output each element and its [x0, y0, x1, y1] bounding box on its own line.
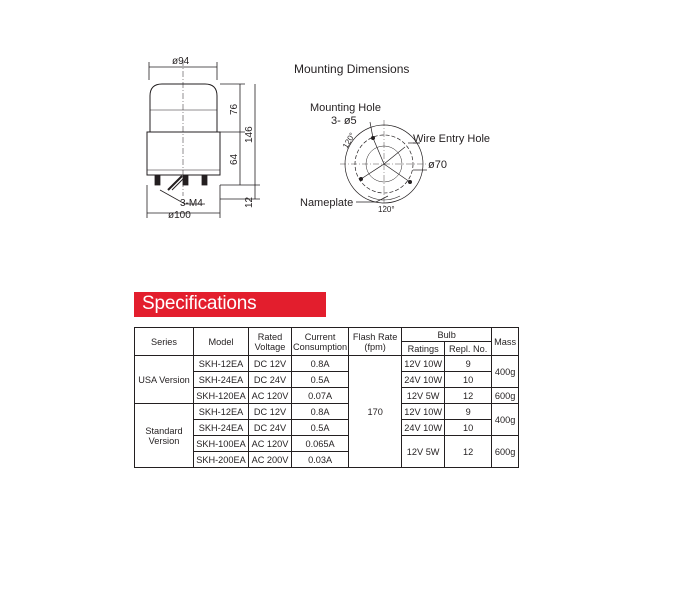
bulb-repl-cell: 9 [445, 404, 492, 420]
table-header-row [135, 328, 519, 342]
mass-cell: 400g [492, 356, 519, 388]
side-view-dimension-labels [168, 56, 255, 221]
voltage-cell: AC 120V [249, 388, 292, 404]
wire-entry-hole-label: Wire Entry Hole [413, 133, 491, 145]
mounting-labels [300, 102, 490, 214]
current-cell: 0.8A [292, 404, 349, 420]
model-cell: SKH-24EA [194, 372, 249, 388]
mounting-hole-spec: 3- ø5 [331, 115, 357, 127]
mounting-hole-label: Mounting Hole [310, 102, 381, 114]
bulb-repl-cell: 10 [445, 420, 492, 436]
current-cell: 0.03A [292, 452, 349, 468]
current-cell: 0.8A [292, 356, 349, 372]
bulb-repl-cell: 12 [445, 436, 492, 468]
header-bulb: Bulb [402, 328, 492, 342]
model-cell: SKH-12EA [194, 356, 249, 372]
current-cell: 0.07A [292, 388, 349, 404]
bulb-rating-cell: 12V 10W [402, 356, 445, 372]
current-cell: 0.5A [292, 372, 349, 388]
model-cell: SKH-100EA [194, 436, 249, 452]
dim-12: 12 [244, 196, 255, 208]
bulb-rating-cell: 12V 10W [402, 404, 445, 420]
dim-146: 146 [244, 126, 255, 143]
header-mass: Mass [492, 328, 519, 356]
diameter-70-label: ø70 [428, 159, 447, 171]
voltage-cell: AC 120V [249, 436, 292, 452]
header-rated-voltage: Rated Voltage [249, 328, 292, 356]
dim-top-diameter: ø94 [172, 56, 190, 67]
specifications-title: Specifications [142, 293, 257, 314]
bulb-rating-cell: 24V 10W [402, 420, 445, 436]
table-row [135, 404, 519, 420]
nameplate-label: Nameplate [300, 197, 354, 209]
mass-cell: 400g [492, 404, 519, 436]
header-ratings: Ratings [402, 342, 445, 356]
dim-76: 76 [229, 103, 240, 115]
bulb-repl-cell: 12 [445, 388, 492, 404]
model-cell: SKH-24EA [194, 420, 249, 436]
label-3-m4: 3-M4 [180, 198, 203, 209]
bulb-rating-cell: 24V 10W [402, 372, 445, 388]
specifications-banner [134, 292, 326, 317]
technical-drawing [0, 0, 700, 240]
mass-cell: 600g [492, 436, 519, 468]
header-series: Series [135, 328, 194, 356]
voltage-cell: DC 24V [249, 420, 292, 436]
model-cell: SKH-120EA [194, 388, 249, 404]
bulb-repl-cell: 9 [445, 356, 492, 372]
voltage-cell: DC 12V [249, 356, 292, 372]
specifications-table [134, 327, 519, 468]
model-cell: SKH-12EA [194, 404, 249, 420]
flash-rate-value: 170 [349, 356, 402, 468]
bulb-rating-cell: 12V 5W [402, 436, 445, 468]
bulb-repl-cell: 10 [445, 372, 492, 388]
table-row [135, 356, 519, 372]
header-model: Model [194, 328, 249, 356]
voltage-cell: AC 200V [249, 452, 292, 468]
dim-base-diameter: ø100 [168, 210, 191, 221]
mass-cell: 600g [492, 388, 519, 404]
current-cell: 0.065A [292, 436, 349, 452]
voltage-cell: DC 24V [249, 372, 292, 388]
dim-64: 64 [229, 153, 240, 165]
angle-bottom-label: 120° [378, 205, 395, 214]
series-usa: USA Version [135, 356, 194, 404]
current-cell: 0.5A [292, 420, 349, 436]
angle-top-label: 120° [340, 131, 358, 150]
voltage-cell: DC 12V [249, 404, 292, 420]
series-standard: Standard Version [135, 404, 194, 468]
bulb-rating-cell: 12V 5W [402, 388, 445, 404]
header-repl-no: Repl. No. [445, 342, 492, 356]
mounting-dimensions-title: Mounting Dimensions [294, 62, 410, 76]
model-cell: SKH-200EA [194, 452, 249, 468]
header-flash-rate: Flash Rate (fpm) [349, 328, 402, 356]
header-current-consumption: Current Consumption [292, 328, 349, 356]
